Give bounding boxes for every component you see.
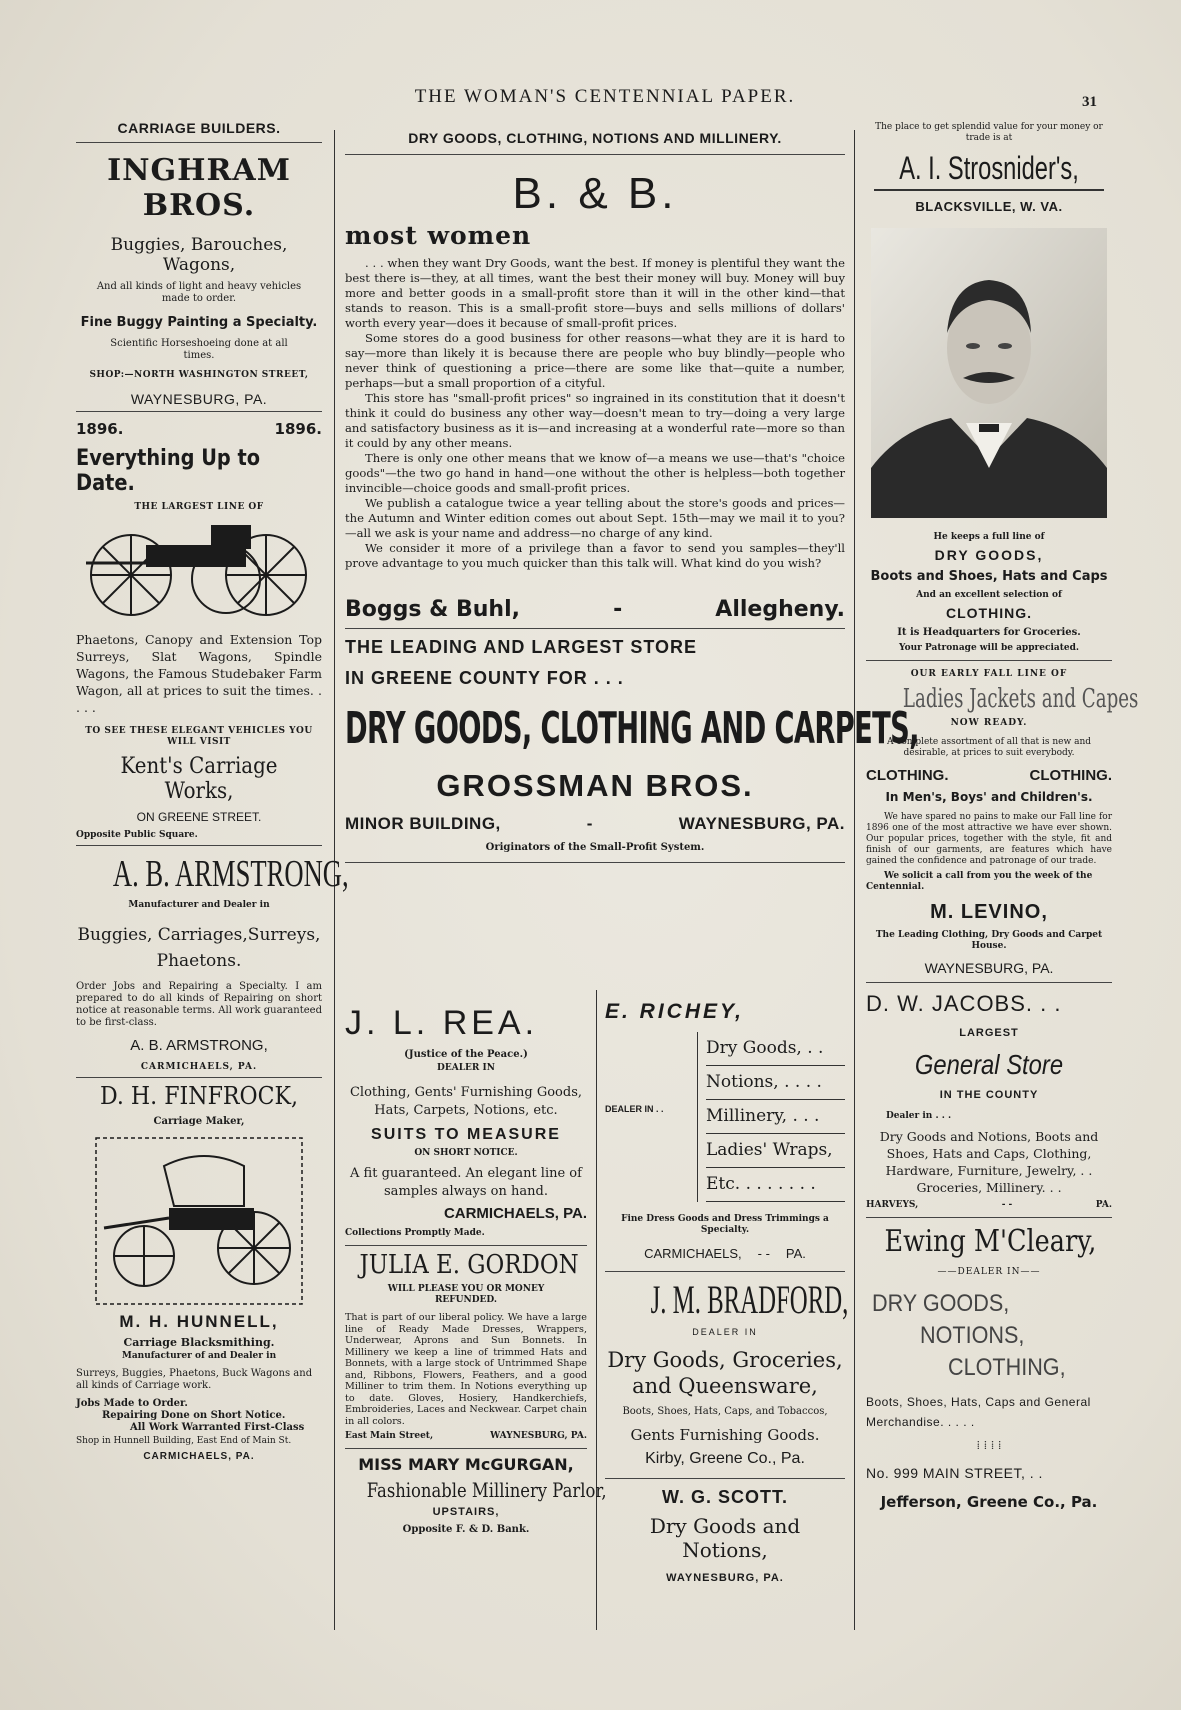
- ad-text: Gents Furnishing Goods.: [630, 1426, 820, 1444]
- ad-text: East Main Street,: [345, 1431, 434, 1441]
- ad-text: All Work Warranted First-Class: [130, 1422, 305, 1433]
- ad-text: And an excellent selection of: [916, 590, 1062, 600]
- ad-title: Ladies Jackets and Capes: [902, 684, 1139, 714]
- paragraph: There is only one other means that we know of—a means we use—that's "choice goods"—the two go hand in hand—one without the other is helpless—both together invincible—choice goods and small-profit prices.: [345, 451, 845, 495]
- ad-text: CLOTHING.: [866, 767, 949, 784]
- ad-title: General Store: [914, 1049, 1064, 1080]
- ad-text: DEALER IN: [957, 1267, 1021, 1277]
- ad-text: Manufacturer and Dealer in: [128, 900, 270, 910]
- ad-text: NOTIONS,: [920, 1322, 1025, 1349]
- separator: -: [586, 814, 593, 833]
- ad-signature: Allegheny.: [715, 597, 845, 622]
- ad-text: Phaetons.: [156, 951, 242, 971]
- ad-text: No. 999 MAIN STREET, . .: [866, 1465, 1043, 1481]
- ad-kents-carriage-works: [76, 420, 322, 841]
- ad-title: D. W. JACOBS. . .: [866, 991, 1062, 1016]
- ad-text: NOW READY.: [950, 718, 1028, 728]
- ad-text: IN GREENE COUNTY FOR . . .: [345, 668, 624, 688]
- ad-text: TO SEE THESE ELEGANT VEHICLES YOU WILL VISIT: [85, 726, 313, 747]
- ad-text: ON GREENE STREET.: [136, 810, 262, 824]
- ad-text: Opposite F. & D. Bank.: [402, 1524, 530, 1535]
- ad-text: Collections Promptly Made.: [345, 1228, 485, 1238]
- paragraph: . . . when they want Dry Goods, want the best. If money is plentiful they want the best there is—they, at all times, want the best their money will buy. Money will buy more and better goods in a small-profit store than it will in the other kind—that stands to reason. This is a small-profit store—buys and sells millions of dollars' worth every year—does it because of small-profit prices.: [345, 256, 845, 330]
- ad-text: WILL PLEASE YOU OR MONEY REFUNDED.: [387, 1284, 545, 1305]
- column-rule: [596, 990, 597, 1630]
- column-2b: [605, 1000, 849, 1584]
- ad-subtitle: most women: [345, 221, 532, 250]
- ad-grossman-bros: [345, 637, 919, 854]
- ad-text: Jobs Made to Order.: [76, 1398, 188, 1409]
- ad-text: Surreys, Buggies, Phaetons, Buck Wagons and all kinds of Carriage work.: [76, 1368, 313, 1391]
- ad-text: DRY GOODS,: [934, 547, 1044, 563]
- separator: - -: [1001, 1200, 1013, 1210]
- ad-text: WAYNESBURG, PA.: [490, 1431, 587, 1441]
- ad-levino: [866, 669, 1139, 976]
- ad-text: CARMICHAELS, PA.: [143, 1451, 255, 1462]
- ad-julia-gordon: [345, 1250, 587, 1442]
- ad-text: Buggies, Barouches, Wagons,: [110, 235, 288, 275]
- ad-title: A. I. Strosnider's,: [899, 150, 1079, 186]
- ad-title: M. LEVINO,: [930, 901, 1048, 923]
- ad-wg-scott: [605, 1487, 845, 1584]
- ad-title: Ewing M'Cleary,: [884, 1224, 1097, 1259]
- page-number: 31: [1082, 94, 1097, 110]
- ad-text: It is Headquarters for Groceries.: [897, 627, 1081, 638]
- ad-text: Dealer in . . .: [886, 1111, 952, 1121]
- ad-text: THE LARGEST LINE OF: [134, 502, 264, 512]
- ad-ingram-bros: [76, 153, 322, 407]
- column-dry-goods: [345, 120, 919, 867]
- ad-text: THE LEADING AND LARGEST STORE: [345, 637, 698, 657]
- ad-title: W. G. SCOTT.: [661, 1487, 788, 1507]
- list-item: Millinery, . . .: [706, 1100, 845, 1134]
- ad-text: PA.: [785, 1246, 806, 1261]
- ad-text: WAYNESBURG, PA.: [924, 960, 1054, 976]
- ad-text: Dry Goods and Notions, Boots and Shoes, Hats and Caps, Clothing, Hardware, Furniture, Jewelry, . . Groceries, Millinery. . .: [879, 1129, 1099, 1195]
- ad-text: ON SHORT NOTICE.: [414, 1148, 518, 1158]
- column-2a: [345, 1000, 607, 1536]
- year-label: 1896.: [76, 420, 124, 438]
- ad-text: A fit guaranteed. An elegant line of samples always on hand.: [350, 1166, 582, 1199]
- ad-text: HARVEYS,: [866, 1200, 919, 1210]
- ad-title: B. & B.: [512, 169, 678, 218]
- buggy-illustration: [94, 1136, 304, 1306]
- ad-text: Fine Dress Goods and Dress Trimmings a Specialty.: [621, 1214, 829, 1235]
- column-rule: [854, 130, 855, 1630]
- list-item: Ladies' Wraps,: [706, 1134, 845, 1168]
- ad-text: We have spared no pains to make our Fall line for 1896 one of the most attractive we have ever shown. Our popular prices, together with the style, fit and finish of our garments, are features which have gained the confidence and patronage of our trade.: [866, 812, 1112, 866]
- ad-text: CLOTHING.: [1029, 767, 1112, 784]
- ad-text: Your Patronage will be appreciated.: [898, 643, 1080, 653]
- ad-text: Boots, Shoes, Hats, Caps, and Tobaccos,: [622, 1406, 828, 1417]
- ad-text: Boots and Shoes, Hats and Caps: [870, 569, 1108, 584]
- ad-text: Kirby, Greene Co., Pa.: [645, 1450, 805, 1467]
- ad-text: Manufacturer of and Dealer in: [121, 1351, 277, 1361]
- paragraph: We consider it more of a privilege than a favor to send you samples—they'll prove advantage to you much quicker than this talk will. What kind do you wish?: [345, 541, 845, 570]
- ad-text: Order Jobs and Repairing a Specialty. I am prepared to do all kinds of Repairing on short notice at reasonable terms. All work guaranteed to be first-class.: [76, 981, 322, 1028]
- ad-text: Repairing Done on Short Notice.: [102, 1410, 286, 1421]
- ad-title: M. H. HUNNELL,: [119, 1312, 279, 1331]
- ad-title: MISS MARY McGURGAN,: [358, 1455, 574, 1474]
- ad-boggs-buhl: [345, 169, 845, 622]
- ad-title: J. L. REA.: [345, 1004, 539, 1042]
- section-title: CARRIAGE BUILDERS.: [117, 120, 281, 136]
- ad-jacobs: [866, 991, 1112, 1211]
- ad-text: DRY GOODS,: [872, 1290, 1010, 1317]
- ad-text: We solicit a call from you the week of the Centennial.: [866, 871, 1093, 892]
- ad-finfrock: [76, 1082, 322, 1128]
- ad-text: Scientific Horseshoeing done at all times.: [110, 338, 288, 361]
- ad-text: In Men's, Boys' and Children's.: [885, 790, 1093, 804]
- separator: - -: [757, 1246, 770, 1261]
- ad-title: GROSSMAN BROS.: [436, 768, 754, 803]
- ad-text: Fashionable Millinery Parlor,: [366, 1478, 607, 1502]
- column-right: [866, 120, 1139, 1511]
- ad-text: That is part of our liberal policy. We have a large line of Ready Made Dresses, Wrappers, Underwear, Aprons and Sun Bonnets. In Millinery we keep a line of trimmed Hats and Bonnets, with a large stock of Untrimmed Shape and, Ribbons, Flowers, Feathers, and a good Milliner to trim them. In Notions everything up to date. Gloves, Hosiery, Handkerchiefs, Embroideries, Laces and Neckwear. Carpet chain in all colors.: [345, 1312, 587, 1427]
- ad-signature: Boggs & Buhl,: [345, 597, 520, 622]
- portrait-photo: [871, 228, 1107, 518]
- ad-text: CARMICHAELS, PA.: [443, 1205, 587, 1222]
- section-title: DRY GOODS, CLOTHING, NOTIONS AND MILLINERY.: [408, 130, 782, 146]
- ad-text: A. B. ARMSTRONG,: [130, 1037, 268, 1054]
- ad-text: Dry Goods and Notions,: [649, 1514, 801, 1562]
- ornament: ⁞ ⁞ ⁞ ⁞: [976, 1438, 1002, 1452]
- ad-title: DRY GOODS, CLOTHING AND CARPETS,: [345, 703, 919, 754]
- ad-title: J. M. BRADFORD,: [650, 1277, 849, 1322]
- ad-text: CLOTHING,: [948, 1354, 1066, 1381]
- ad-text: Clothing, Gents' Furnishing Goods, Hats, Carpets, Notions, etc.: [349, 1085, 583, 1118]
- ad-text: Fine Buggy Painting a Specialty.: [80, 315, 318, 330]
- ad-text: A complete assortment of all that is new and desirable, at prices to suit everybody.: [886, 737, 1092, 758]
- ad-ewing: Ewing M'Cleary, ——DEALER IN—— DRY GOODS, NOTIONS, CLOTHING, Boots, Shoes, Hats, Caps and General Merchandise. . . . . ⁞ ⁞ ⁞ ⁞ No. 999 MAIN STREET, . . Jefferson, Greene Co., Pa.: [866, 1224, 1112, 1511]
- ad-text: He keeps a full line of: [933, 532, 1045, 542]
- ad-text: BLACKSVILLE, W. VA.: [915, 199, 1063, 214]
- page-header: THE WOMAN'S CENTENNIAL PAPER.: [414, 86, 796, 107]
- ad-text: DEALER IN: [692, 1327, 758, 1337]
- ad-title: E. RICHEY,: [605, 1000, 744, 1023]
- ad-armstrong: [76, 852, 349, 1073]
- ad-body: [345, 256, 845, 571]
- ad-text: Shop in Hunnell Building, East End of Main St.: [76, 1436, 292, 1446]
- list-item: Etc. . . . . . . .: [706, 1168, 845, 1202]
- ad-text: SHOP:—NORTH WASHINGTON STREET,: [89, 370, 309, 380]
- ad-title: Kent's Carriage Works,: [120, 754, 278, 804]
- ad-text: The Leading Clothing, Dry Goods and Carpet House.: [875, 930, 1103, 951]
- separator: -: [613, 597, 623, 622]
- paragraph: This store has "small-profit prices" so ingrained in its constitution that it doesn't think it could do business any other way—doesn't mean to try—doing a very large and satisfactory business as it is—and increasing at a wonderful rate—more so than it could by any other means.: [345, 391, 845, 450]
- carriage-illustration: [86, 513, 312, 623]
- ad-text: and Queensware,: [632, 1374, 818, 1398]
- ad-title: JULIA E. GORDON: [359, 1250, 579, 1280]
- ad-text: Carriage Blacksmithing.: [123, 1336, 275, 1349]
- ad-text: Originators of the Small-Profit System.: [485, 842, 705, 853]
- ad-text: LARGEST: [959, 1027, 1019, 1039]
- ad-text: Phaetons, Canopy and Extension Top Surreys, Slat Wagons, Spindle Wagons, the Famous Studebaker Farm Wagon, all at prices to suit the times. . . . .: [76, 632, 322, 715]
- ad-text: PA.: [1095, 1200, 1112, 1210]
- ad-text: DEALER IN . .: [605, 1104, 664, 1114]
- ad-hunnell: [76, 1312, 322, 1463]
- ad-text: SUITS TO MEASURE: [371, 1126, 561, 1143]
- column-carriage-builders: [76, 120, 349, 1463]
- ad-text: DEALER IN: [437, 1063, 495, 1073]
- ad-text: WAYNESBURG, PA.: [678, 814, 845, 833]
- richey-items: [697, 1032, 845, 1202]
- ad-text: Dry Goods, Groceries,: [607, 1348, 843, 1372]
- ad-text: UPSTAIRS,: [432, 1506, 500, 1518]
- ad-text: The place to get splendid value for your money or trade is at: [875, 122, 1103, 143]
- ad-title: A. B. ARMSTRONG,: [112, 853, 349, 895]
- ad-text: Jefferson, Greene Co., Pa.: [880, 1493, 1098, 1511]
- ad-title: D. H. FINFROCK,: [99, 1082, 299, 1110]
- ad-text: And all kinds of light and heavy vehicles made to order.: [96, 281, 302, 304]
- ad-title: Everything Up to Date.: [76, 446, 261, 496]
- ad-text: CLOTHING.: [946, 605, 1032, 621]
- ad-text: OUR EARLY FALL LINE OF: [910, 669, 1068, 679]
- year-label: 1896.: [274, 420, 322, 438]
- ad-text: (Justice of the Peace.): [404, 1049, 528, 1060]
- list-item: Notions, . . . .: [706, 1066, 845, 1100]
- paragraph: Some stores do a good business for other reasons—what they are it is hard to say—more than likely it is because there are people who buy blindly—people who never think of questioning a price—there are some like that—quite a number, perhaps—but a small proportion of a cityful.: [345, 331, 845, 390]
- ad-title: INGHRAM BROS.: [107, 153, 291, 223]
- ad-text: Opposite Public Square.: [76, 830, 198, 840]
- ad-text: MINOR BUILDING,: [345, 814, 501, 833]
- ad-jl-rea: [345, 1004, 587, 1239]
- ad-text: CARMICHAELS, PA.: [140, 1062, 258, 1072]
- ad-mcgurgan: [345, 1455, 607, 1536]
- ad-text: Boots, Shoes, Hats, Caps and General Merchandise. . . . .: [866, 1395, 1091, 1429]
- ad-text: Buggies, Carriages,Surreys,: [77, 925, 321, 945]
- paragraph: We publish a catalogue twice a year telling about the store's goods and prices—the Autumn and Winter edition comes out about Sept. 15th—may we mail it to you?—all we ask is your name and address—no charge of any kind.: [345, 496, 845, 540]
- ad-strosnider: [866, 122, 1112, 654]
- ad-text: WAYNESBURG, PA.: [666, 1572, 784, 1584]
- ad-text: Carriage Maker,: [153, 1116, 245, 1127]
- ad-text: WAYNESBURG, PA.: [130, 391, 268, 407]
- list-item: Dry Goods, . .: [706, 1032, 845, 1066]
- ad-e-richey: [605, 1000, 845, 1261]
- ad-text: IN THE COUNTY: [939, 1089, 1039, 1101]
- ad-jm-bradford: [605, 1276, 849, 1468]
- ad-text: CARMICHAELS,: [644, 1246, 742, 1261]
